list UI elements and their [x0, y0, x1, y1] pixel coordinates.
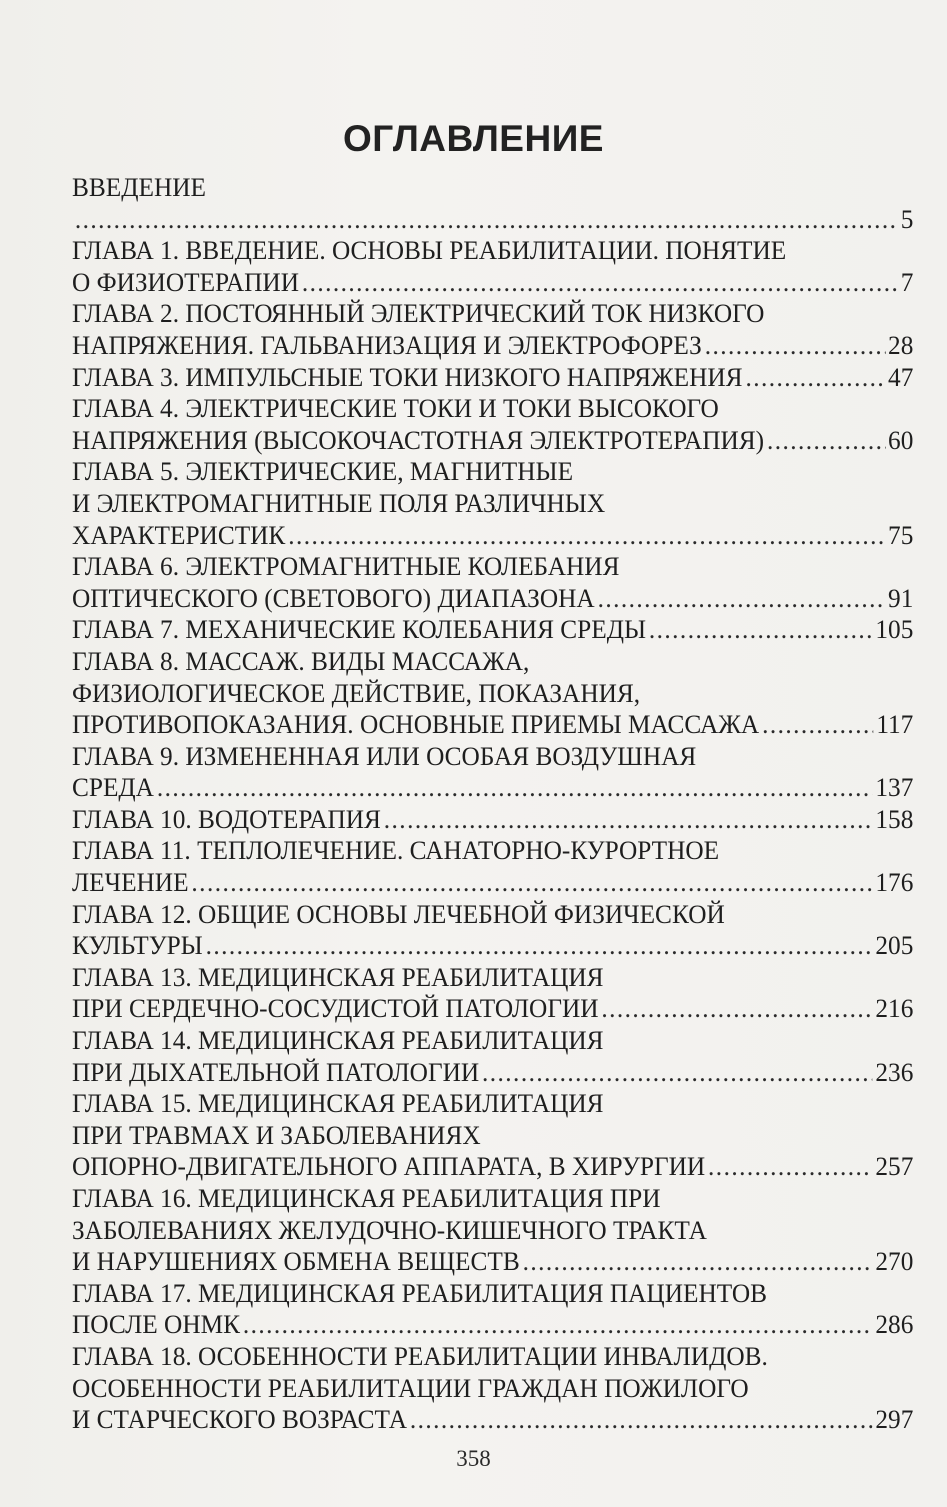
dot-leader [384, 804, 873, 836]
dot-leader [75, 204, 898, 236]
toc-entry-line [72, 1057, 913, 1089]
toc-entry-line [72, 488, 913, 520]
toc-entry-title: ГЛАВА 2. ПОСТОЯННЫЙ ЭЛЕКТРИЧЕСКИЙ ТОК НИЗКОГО [72, 298, 765, 329]
toc-entry-title: ГЛАВА 4. ЭЛЕКТРИЧЕСКИЕ ТОКИ И ТОКИ ВЫСОКОГО [72, 393, 719, 424]
toc-entry-title: ОПОРНО-ДВИГАТЕЛЬНОГО АППАРАТА, В ХИРУРГИИ [72, 1151, 706, 1182]
toc-entry [72, 804, 913, 836]
toc-entry-line [72, 1341, 913, 1373]
toc-entry-title: ГЛАВА 6. ЭЛЕКТРОМАГНИТНЫЕ КОЛЕБАНИЯ [72, 551, 620, 582]
toc-entry [72, 899, 913, 962]
toc-entry-line [72, 772, 913, 804]
toc-entry-line [72, 330, 913, 362]
toc-entry-page: 105 [875, 614, 914, 645]
toc-entry-line [72, 551, 913, 583]
toc-entry-title: И СТАРЧЕСКОГО ВОЗРАСТА [72, 1404, 407, 1435]
toc-entry-title: ПРИ СЕРДЕЧНО-СОСУДИСТОЙ ПАТОЛОГИИ [72, 993, 599, 1024]
toc-entry-line [72, 835, 913, 867]
toc-entry-title: ГЛАВА 13. МЕДИЦИНСКАЯ РЕАБИЛИТАЦИЯ [72, 961, 604, 992]
toc-entry-line [72, 1088, 913, 1120]
toc-entry-title: О ФИЗИОТЕРАПИИ [72, 266, 299, 297]
toc-entry-page: 158 [875, 803, 914, 834]
toc-entry-line [72, 867, 913, 899]
toc-entry-line [72, 1025, 913, 1057]
toc-entry-line [72, 678, 913, 710]
toc-entry-title: КУЛЬТУРЫ [72, 930, 203, 961]
toc-entry-title: НАПРЯЖЕНИЯ. ГАЛЬВАНИЗАЦИЯ И ЭЛЕКТРОФОРЕЗ [72, 329, 702, 360]
toc-entry-title: ГЛАВА 8. МАССАЖ. ВИДЫ МАССАЖА, [72, 645, 530, 676]
toc-entry-title: ПОСЛЕ ОНМК [72, 1309, 241, 1340]
toc-entry-line [72, 646, 913, 678]
dot-leader [206, 930, 873, 962]
toc-entry-page: 297 [875, 1404, 914, 1435]
toc-entry [72, 393, 913, 456]
dot-leader [708, 1151, 872, 1183]
toc-entry-page: 137 [875, 772, 914, 803]
dot-leader [410, 1404, 873, 1436]
toc-entry-page: 75 [888, 519, 914, 550]
toc-entry-line [72, 709, 913, 741]
toc-entry-page: 47 [888, 361, 914, 392]
toc-entry-title: ВВЕДЕНИЕ [72, 172, 206, 202]
toc-entry-title: ГЛАВА 16. МЕДИЦИНСКАЯ РЕАБИЛИТАЦИЯ ПРИ [72, 1183, 661, 1213]
toc-entry-line [72, 583, 913, 615]
toc-entry-line [72, 456, 913, 488]
toc-entry-line [72, 614, 913, 646]
toc-entry [72, 1183, 913, 1278]
toc-entry-title: ПРИ ДЫХАТЕЛЬНОЙ ПАТОЛОГИИ [72, 1056, 480, 1087]
toc-entry-page: 7 [900, 266, 914, 297]
toc-entry-page: 117 [876, 709, 914, 740]
toc-entry-line [72, 298, 913, 330]
toc-entry-line [72, 1373, 913, 1405]
toc-entry [72, 551, 913, 614]
toc-entry-line [72, 1246, 913, 1278]
toc-entry-title: И НАРУШЕНИЯХ ОБМЕНА ВЕЩЕСТВ [72, 1246, 520, 1277]
toc-entry-title: ГЛАВА 14. МЕДИЦИНСКАЯ РЕАБИЛИТАЦИЯ [72, 1025, 604, 1056]
toc-entry-title: ГЛАВА 17. МЕДИЦИНСКАЯ РЕАБИЛИТАЦИЯ ПАЦИЕНТОВ [72, 1277, 768, 1308]
toc-entry-title: ЗАБОЛЕВАНИЯХ ЖЕЛУДОЧНО-КИШЕЧНОГО ТРАКТА [72, 1214, 707, 1245]
toc-entry-line [72, 235, 913, 267]
toc-entry-line [72, 993, 913, 1025]
toc-entry-line [72, 804, 913, 836]
toc-entry [72, 1278, 913, 1341]
dot-leader [302, 267, 898, 299]
toc-entry-title: ГЛАВА 18. ОСОБЕННОСТИ РЕАБИЛИТАЦИИ ИНВАЛИДОВ. [72, 1340, 768, 1371]
dot-leader [598, 583, 886, 615]
toc-entry-title: ГЛАВА 12. ОБЩИЕ ОСНОВЫ ЛЕЧЕБНОЙ ФИЗИЧЕСКОЙ [72, 898, 725, 929]
toc-entry-line [72, 520, 913, 552]
toc-entry-line [72, 393, 913, 425]
toc-entry-line [72, 1183, 913, 1215]
toc-entry-line [72, 172, 913, 204]
toc-entry-page: 286 [875, 1309, 914, 1340]
toc-entry-page: 236 [875, 1056, 914, 1087]
toc-entry [72, 456, 913, 551]
toc-entry-page: 60 [888, 424, 914, 455]
toc-entry [72, 235, 913, 298]
dot-leader [601, 993, 872, 1025]
toc-entry-page: 216 [875, 993, 914, 1024]
toc-entry [72, 362, 913, 394]
toc-entry-line [72, 741, 913, 773]
toc-entry-line [72, 899, 913, 931]
toc-entry [72, 172, 913, 235]
toc-entry-title: ГЛАВА 9. ИЗМЕНЕННАЯ ИЛИ ОСОБАЯ ВОЗДУШНАЯ [72, 740, 697, 771]
toc-entry-line [72, 962, 913, 994]
dot-leader [157, 772, 873, 804]
toc-entry [72, 614, 913, 646]
toc-entry [72, 1341, 913, 1436]
toc-entry-line [72, 1309, 913, 1341]
toc-entry-title: ОПТИЧЕСКОГО (СВЕТОВОГО) ДИАПАЗОНА [72, 582, 595, 613]
toc-entry [72, 298, 913, 361]
dot-leader [191, 867, 872, 899]
toc-entry-title: ОСОБЕННОСТИ РЕАБИЛИТАЦИИ ГРАЖДАН ПОЖИЛОГО [72, 1372, 749, 1403]
dot-leader [767, 425, 885, 457]
toc-entry-title: ГЛАВА 11. ТЕПЛОЛЕЧЕНИЕ. САНАТОРНО-КУРОРТНОЕ [72, 835, 720, 866]
toc-entry-line [72, 267, 913, 299]
toc-entry-line [72, 1278, 913, 1310]
toc-entry-page: 257 [875, 1151, 914, 1182]
toc-entry-line [72, 362, 913, 394]
toc-entry-line [72, 1151, 913, 1183]
page-title: ОГЛАВЛЕНИЕ [343, 118, 604, 159]
toc-entry-title: ПРОТИВОПОКАЗАНИЯ. ОСНОВНЫЕ ПРИЕМЫ МАССАЖА [72, 709, 760, 740]
toc-entry-title: ГЛАВА 15. МЕДИЦИНСКАЯ РЕАБИЛИТАЦИЯ [72, 1088, 604, 1119]
dot-leader [288, 520, 885, 552]
dot-leader [243, 1309, 873, 1341]
toc-entry-line [72, 930, 913, 962]
toc-entry-line [72, 204, 913, 236]
toc-entry [72, 646, 913, 741]
toc-entry-title: СРЕДА [72, 772, 154, 803]
toc-entry-title: ГЛАВА 5. ЭЛЕКТРИЧЕСКИЕ, МАГНИТНЫЕ [72, 456, 574, 487]
toc-entry [72, 962, 913, 1025]
dot-leader [523, 1246, 873, 1278]
toc-entry [72, 1025, 913, 1088]
toc-entry-title: И ЭЛЕКТРОМАГНИТНЫЕ ПОЛЯ РАЗЛИЧНЫХ [72, 487, 606, 518]
toc-entry-title: ГЛАВА 1. ВВЕДЕНИЕ. ОСНОВЫ РЕАБИЛИТАЦИИ. ПОНЯТИЕ [72, 235, 787, 266]
toc-entry-page: 176 [875, 867, 914, 898]
toc-entry-page: 5 [900, 203, 914, 234]
page-number: 358 [456, 1446, 491, 1471]
dot-leader [482, 1057, 873, 1089]
toc-entry-line [72, 1215, 913, 1247]
toc-entry-title: ХАРАКТЕРИСТИК [72, 519, 286, 550]
toc-entry-title: ЛЕЧЕНИЕ [72, 867, 189, 898]
dot-leader [705, 330, 885, 362]
toc-entry-page: 270 [875, 1246, 914, 1277]
toc-entry-title: ПРИ ТРАВМАХ И ЗАБОЛЕВАНИЯХ [72, 1119, 481, 1150]
toc-entry-title: ГЛАВА 7. МЕХАНИЧЕСКИЕ КОЛЕБАНИЯ СРЕДЫ [72, 614, 647, 645]
toc-entry-page: 91 [888, 582, 914, 613]
table-of-contents [72, 172, 914, 1436]
toc-entry-page: 205 [875, 930, 914, 961]
toc-entry-line [72, 1404, 913, 1436]
dot-leader [745, 362, 885, 394]
toc-entry-line [72, 425, 913, 457]
toc-entry-title: НАПРЯЖЕНИЯ (ВЫСОКОЧАСТОТНАЯ ЭЛЕКТРОТЕРАПИЯ) [72, 424, 765, 455]
dot-leader [649, 614, 873, 646]
toc-entry [72, 1088, 913, 1183]
toc-entry-title: ГЛАВА 10. ВОДОТЕРАПИЯ [72, 803, 381, 834]
toc-entry-title: ФИЗИОЛОГИЧЕСКОЕ ДЕЙСТВИЕ, ПОКАЗАНИЯ, [72, 677, 641, 708]
toc-entry [72, 741, 913, 804]
toc-entry-page: 28 [888, 329, 914, 360]
toc-entry-title: ГЛАВА 3. ИМПУЛЬСНЫЕ ТОКИ НИЗКОГО НАПРЯЖЕНИЯ [72, 361, 743, 392]
toc-entry-line [72, 1120, 913, 1152]
dot-leader [762, 709, 873, 741]
toc-entry [72, 835, 913, 898]
